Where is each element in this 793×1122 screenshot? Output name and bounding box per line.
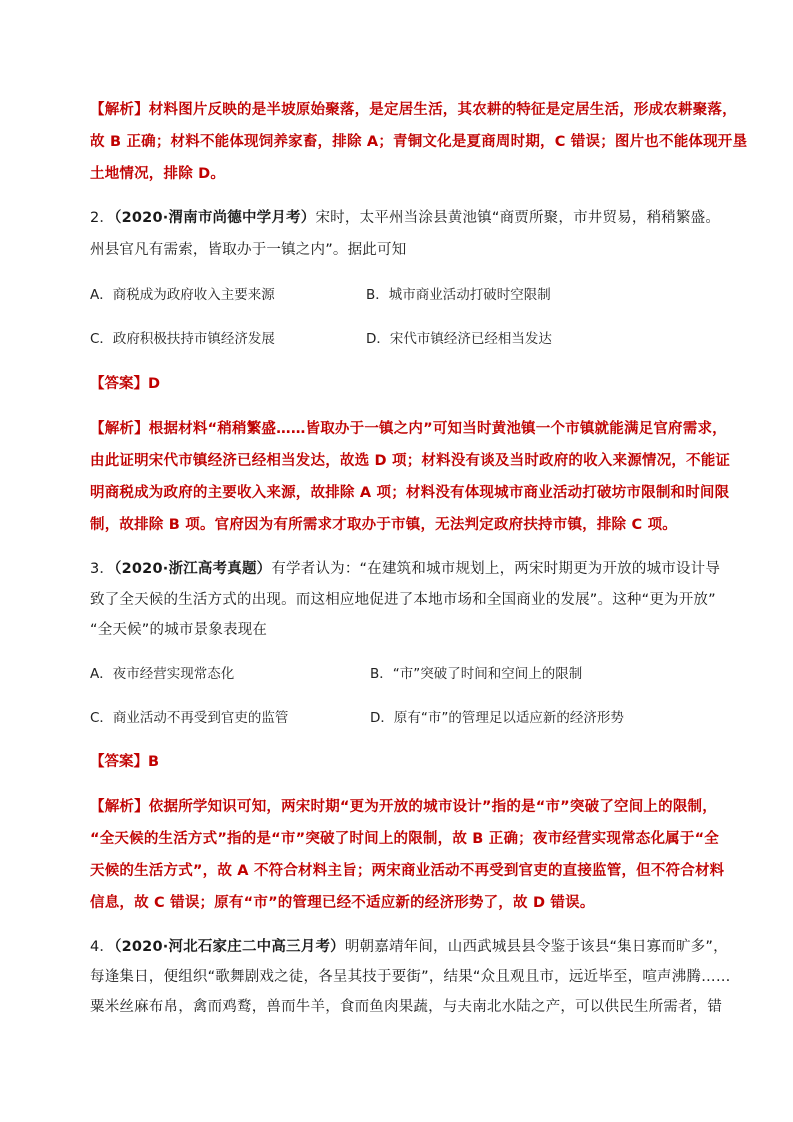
q2-analysis-line-4: 制，故排除 B 项。官府因为有所需求才取办于市镇，无法判定政府扶持市镇，排除 C 项。 <box>90 517 677 533</box>
q3-answer: 【答案】B <box>90 754 160 770</box>
q3-stem-line-2: 致了全天候的生活方式的出现。而这相应地促进了本地市场和全国商业的发展”。这种“更为开放” <box>90 592 716 608</box>
q3-analysis-line-3: 天候的生活方式”，故 A 不符合材料主旨；两宋商业活动不再受到官吏的直接监管，但不符合材料 <box>90 863 725 879</box>
q2-stem-line-2: 州县官凡有需索，皆取办于一镇之内”。据此可知 <box>90 242 407 258</box>
q2-analysis-line-1: 【解析】根据材料“稍稍繁盛……皆取办于一镇之内”可知当时黄池镇一个市镇就能满足官府需求， <box>90 421 727 437</box>
q3-stem-line-3: “全天候”的城市景象表现在 <box>90 622 268 638</box>
q2-stem-line-1 <box>90 208 720 228</box>
q2-option-b[interactable]: B．城市商业活动打破时空限制 <box>366 287 551 303</box>
q2-option-d[interactable]: D．宋代市镇经济已经相当发达 <box>366 331 552 347</box>
q3-option-c[interactable]: C．商业活动不再受到官吏的监管 <box>90 710 289 726</box>
q3-stem-text-1: 有学者认为：“在建筑和城市规划上，两宋时期更为开放的城市设计导 <box>271 561 721 577</box>
q3-analysis-line-1: 【解析】依据所学知识可知，两宋时期“更为开放的城市设计”指的是“市”突破了空间上的限制， <box>90 799 717 815</box>
q1-analysis-line-3: 土地情况，排除 D。 <box>90 166 226 182</box>
q4-number: 4． <box>90 939 115 955</box>
q1-analysis-line-1: 【解析】材料图片反映的是半坡原始聚落，是定居生活，其农耕的特征是定居生活，形成农耕聚落， <box>90 102 737 118</box>
q3-option-d[interactable]: D．原有“市”的管理足以适应新的经济形势 <box>370 710 624 726</box>
q4-stem-text-1: 明朝嘉靖年间，山西武城县县令鉴于该县“集日寡而旷多”， <box>344 939 728 955</box>
q4-stem-line-3: 粟米丝麻布帛，禽而鸡鹜，兽而牛羊，食而鱼肉果蔬，与夫南北水陆之产，可以供民生所需者，错 <box>90 999 723 1015</box>
q3-analysis-line-2: “全天候的生活方式”指的是“市”突破了时间上的限制，故 B 正确；夜市经营实现常态化属于“全 <box>90 831 719 847</box>
q3-option-a[interactable]: A．夜市经营实现常态化 <box>90 666 235 682</box>
q2-option-a[interactable]: A．商税成为政府收入主要来源 <box>90 287 275 303</box>
q4-source: （2020·河北石家庄二中高三月考） <box>114 939 345 955</box>
q3-number: 3． <box>90 561 115 577</box>
q4-stem-line-1 <box>90 937 728 957</box>
q3-analysis-line-4: 信息，故 C 错误；原有“市”的管理已经不适应新的经济形势了，故 D 错误。 <box>90 895 595 911</box>
q3-option-b[interactable]: B．“市”突破了时间和空间上的限制 <box>370 666 583 682</box>
q2-analysis-line-3: 明商税成为政府的主要收入来源，故排除 A 项；材料没有体现城市商业活动打破坊市限制和时间限 <box>90 485 730 501</box>
q2-number: 2． <box>90 210 115 226</box>
q1-analysis-line-2: 故 B 正确；材料不能体现饲养家畜，排除 A；青铜文化是夏商周时期，C 错误；图片也不能体现开垦 <box>90 134 748 150</box>
q2-option-c[interactable]: C．政府积极扶持市镇经济发展 <box>90 331 275 347</box>
q4-stem-line-2: 每逢集日，便组织“歌舞剧戏之徒，各呈其技于要街”，结果“众且观且市，远近毕至，喧声沸腾…… <box>90 969 731 985</box>
q2-stem-text-1: 宋时，太平州当涂县黄池镇“商贾所聚，市井贸易，稍稍繁盛。 <box>315 210 721 226</box>
q2-answer: 【答案】D <box>90 376 161 392</box>
q2-source: （2020·渭南市尚德中学月考） <box>114 210 316 226</box>
q2-analysis-line-2: 由此证明宋代市镇经济已经相当发达，故选 D 项；材料没有谈及当时政府的收入来源情况，不能证 <box>90 453 731 469</box>
q3-source: （2020·浙江高考真题） <box>114 561 272 577</box>
q3-stem-line-1 <box>90 559 720 579</box>
